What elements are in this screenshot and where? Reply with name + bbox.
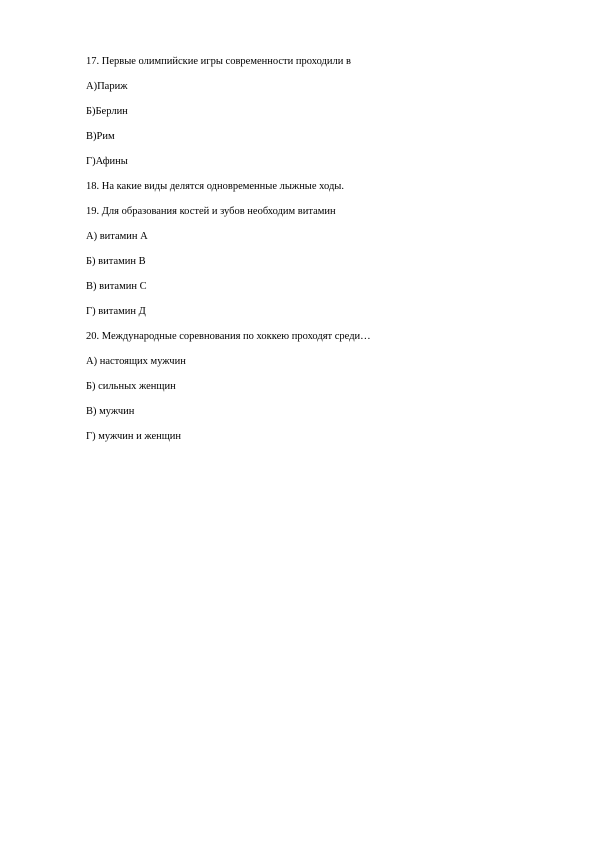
answer-option: Г) витамин Д bbox=[86, 306, 146, 317]
question-17: 17. Первые олимпийские игры современности проходили в bbox=[86, 56, 351, 67]
answer-option: В) витамин С bbox=[86, 281, 147, 292]
answer-option: Б)Берлин bbox=[86, 106, 128, 117]
answer-option: Г) мужчин и женщин bbox=[86, 431, 182, 442]
question-19: 19. Для образования костей и зубов необходим витамин bbox=[86, 206, 336, 217]
answer-option: В)Рим bbox=[86, 131, 115, 142]
answer-option: Г)Афины bbox=[86, 156, 128, 167]
question-20: 20. Международные соревнования по хоккею проходят среди… bbox=[86, 331, 371, 342]
answer-option: Б) витамин В bbox=[86, 256, 146, 267]
answer-option: Б) сильных женщин bbox=[86, 381, 176, 392]
answer-option: В) мужчин bbox=[86, 406, 135, 417]
answer-option: А) витамин А bbox=[86, 231, 148, 242]
question-18: 18. На какие виды делятся одновременные лыжные ходы. bbox=[86, 181, 344, 192]
quiz-content bbox=[86, 55, 546, 455]
answer-option: А) настоящих мужчин bbox=[86, 356, 186, 367]
answer-option: А)Париж bbox=[86, 81, 128, 92]
